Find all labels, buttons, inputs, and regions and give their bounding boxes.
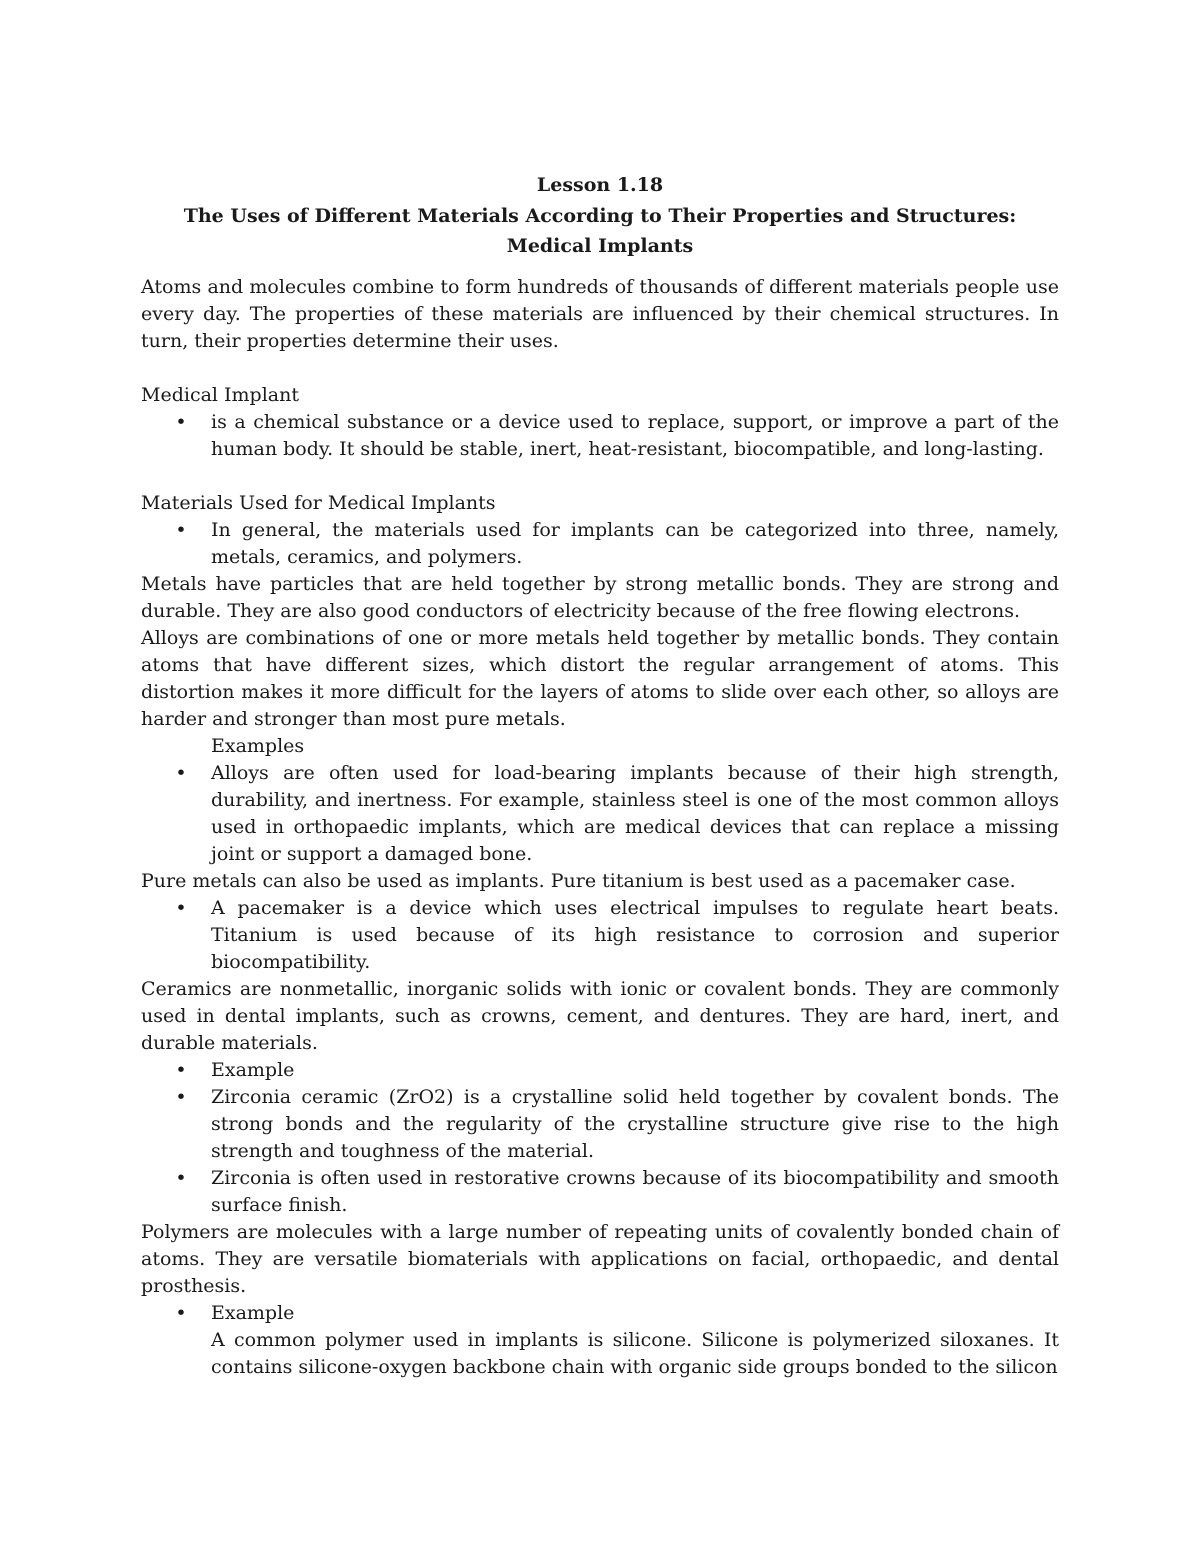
bullet-list: [141, 1057, 1059, 1219]
bullet-icon: •: [175, 762, 187, 784]
spacer: [141, 463, 1059, 490]
silicone-paragraph: A common polymer used in implants is silicone. Silicone is polymerized siloxanes. It contains silicone-oxygen backbone chain with organic side groups bonded to the silicon: [211, 1329, 1059, 1378]
lesson-number: Lesson 1.18: [536, 174, 664, 196]
spacer: [141, 355, 1059, 382]
bullet-icon: •: [175, 411, 187, 433]
section-heading-materials: Materials Used for Medical Implants: [141, 492, 496, 514]
ceramics-paragraph: Ceramics are nonmetallic, inorganic solids with ionic or covalent bonds. They are commonly used in dental implants, such as crowns, cement, and dentures. They are hard, inert, and durable materials.: [141, 978, 1059, 1054]
intro-paragraph: Atoms and molecules combine to form hundreds of thousands of different materials people use every day. The properties of these materials are influenced by their chemical structures. In turn, their properties determine their uses.: [141, 276, 1059, 352]
list-item: [141, 517, 1059, 571]
list-item: [141, 409, 1059, 463]
list-item-text: Zirconia is often used in restorative crowns because of its biocompatibility and smooth surface finish.: [211, 1167, 1059, 1216]
examples-label: Examples: [211, 735, 305, 757]
list-item-text: Example: [211, 1059, 295, 1081]
alloys-paragraph: Alloys are combinations of one or more metals held together by metallic bonds. They contain atoms that have different sizes, which distort the regular arrangement of atoms. This distortion makes it more difficult for the layers of atoms to slide over each other, so alloys are harder and stronger than most pure metals.: [141, 627, 1059, 730]
bullet-icon: •: [175, 1059, 187, 1081]
list-item-text: In general, the materials used for implants can be categorized into three, namely, metals, ceramics, and polymers.: [211, 519, 1059, 568]
list-item-text: Example: [211, 1302, 295, 1324]
document-page: [141, 170, 1059, 1381]
bullet-icon: •: [175, 1086, 187, 1108]
list-item-text: Zirconia ceramic (ZrO2) is a crystalline solid held together by covalent bonds. The strong bonds and the regularity of the crystalline structure give rise to the high strength and toughness of the material.: [211, 1086, 1059, 1162]
list-item-text: A pacemaker is a device which uses electrical impulses to regulate heart beats. Titanium is used because of its high resistance to corrosion and superior biocompatibility.: [211, 897, 1059, 973]
bullet-list: [141, 1300, 1059, 1327]
bullet-list: [141, 517, 1059, 571]
list-item: [141, 895, 1059, 976]
pure-metals-paragraph: Pure metals can also be used as implants. Pure titanium is best used as a pacemaker case.: [141, 870, 1016, 892]
bullet-icon: •: [175, 1167, 187, 1189]
list-item: [141, 1165, 1059, 1219]
list-item-text: is a chemical substance or a device used to replace, support, or improve a part of the human body. It should be stable, inert, heat-resistant, biocompatible, and long-lasting.: [211, 411, 1059, 460]
bullet-icon: •: [175, 897, 187, 919]
bullet-list: [141, 895, 1059, 976]
list-item: [141, 1084, 1059, 1165]
lesson-title: The Uses of Different Materials According to Their Properties and Structures: Medical Implants: [183, 205, 1017, 257]
polymers-paragraph: Polymers are molecules with a large number of repeating units of covalently bonded chain of atoms. They are versatile biomaterials with applications on facial, orthopaedic, and dental prosthesis.: [141, 1221, 1059, 1297]
list-item: [141, 760, 1059, 868]
bullet-list: [141, 760, 1059, 868]
bullet-list: [141, 409, 1059, 463]
list-item: [141, 1057, 1059, 1084]
list-item-text: Alloys are often used for load-bearing implants because of their high strength, durability, and inertness. For example, stainless steel is one of the most common alloys used in orthopaedic implants, which are medical devices that can replace a missing joint or support a damaged bone.: [211, 762, 1059, 865]
list-item: [141, 1300, 1059, 1327]
bullet-icon: •: [175, 519, 187, 541]
section-heading-medical-implant: Medical Implant: [141, 384, 299, 406]
bullet-icon: •: [175, 1302, 187, 1324]
metals-paragraph: Metals have particles that are held together by strong metallic bonds. They are strong and durable. They are also good conductors of electricity because of the free flowing electrons.: [141, 573, 1059, 622]
